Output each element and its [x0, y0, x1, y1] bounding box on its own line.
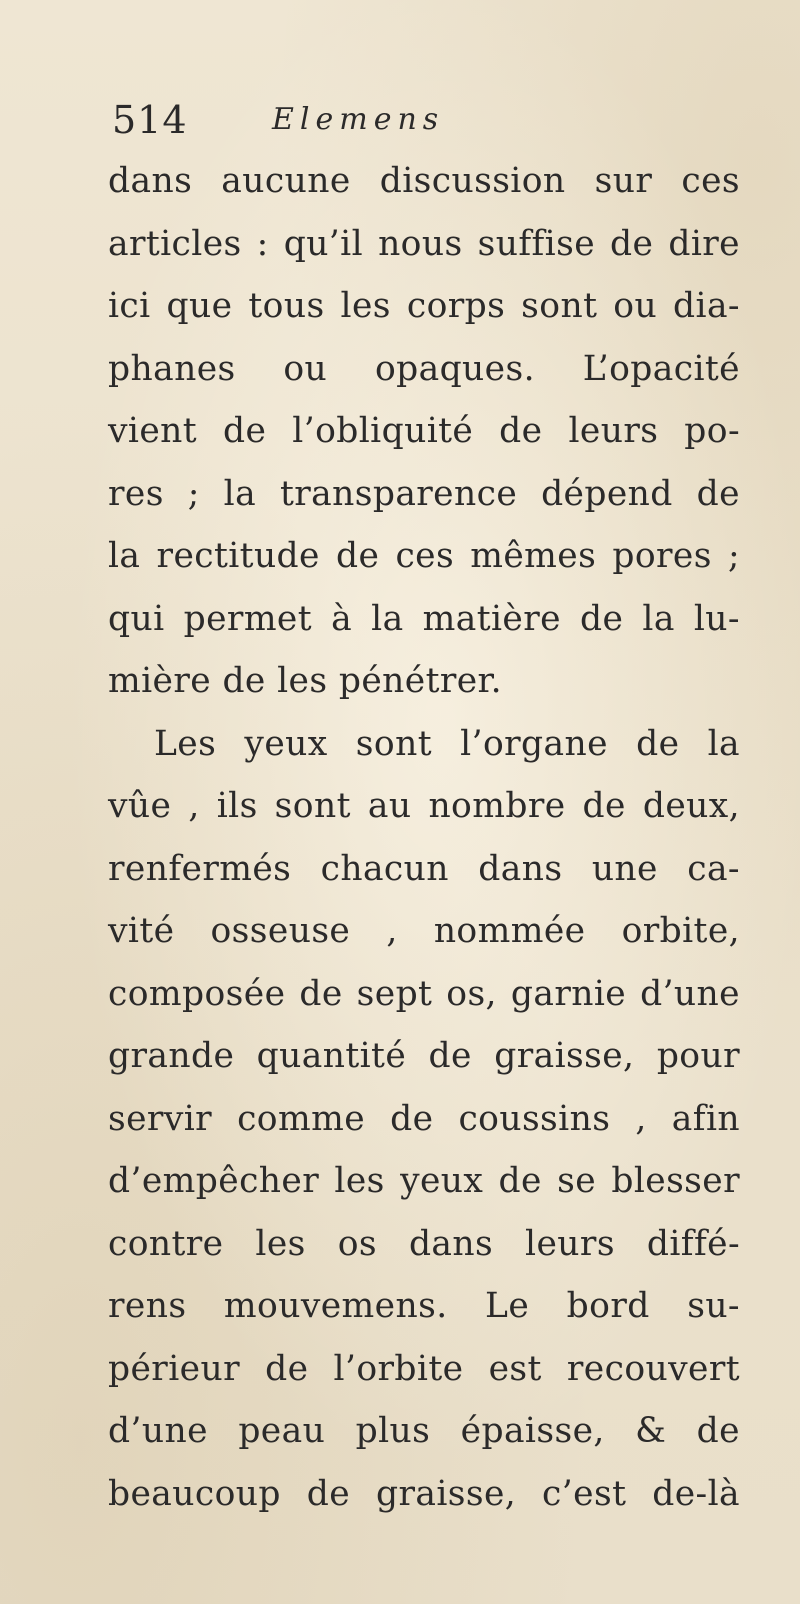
text-line: vient de l’obliquité de leurs po-: [108, 411, 740, 451]
text-line: qui permet à la matière de la lu-: [108, 598, 740, 639]
text-line: d’une peau plus épaisse, & de: [108, 1411, 740, 1451]
body-text: [108, 150, 740, 1525]
text-line: vûe , ils sont au nombre de deux,: [108, 786, 740, 826]
text-line: vité osseuse , nommée orbite,: [108, 911, 740, 951]
text-line: périeur de l’orbite est recouvert: [108, 1348, 740, 1389]
text-line: dans aucune discussion sur ces: [108, 161, 740, 201]
text-line: ici que tous les corps sont ou dia-: [108, 286, 740, 326]
text-line: servir comme de coussins , afin: [108, 1098, 740, 1139]
text-line: contre les os dans leurs diffé-: [108, 1223, 740, 1264]
text-line: renfermés chacun dans une ca-: [108, 848, 740, 889]
text-line: la rectitude de ces mêmes pores ;: [108, 536, 740, 576]
text-line: composée de sept os, garnie d’une: [108, 973, 740, 1014]
text-line: phanes ou opaques. L’opacité: [108, 348, 740, 389]
text-line: res ; la transparence dépend de: [108, 473, 740, 514]
text-line: beaucoup de graisse, c’est de-là: [108, 1473, 740, 1514]
text-line: rens mouvemens. Le bord su-: [108, 1286, 740, 1326]
page-number: 514: [112, 98, 188, 142]
paragraph-start-line: Les yeux sont l’organe de la: [154, 723, 740, 764]
running-title: Elemens: [272, 102, 445, 137]
paragraph-end-line: mière de les pénétrer.: [108, 661, 503, 701]
text-line: articles : qu’il nous suffise de dire: [108, 223, 740, 264]
text-line: grande quantité de graisse, pour: [108, 1036, 740, 1076]
text-line: d’empêcher les yeux de se blesser: [108, 1161, 740, 1201]
page-header: [112, 98, 732, 150]
